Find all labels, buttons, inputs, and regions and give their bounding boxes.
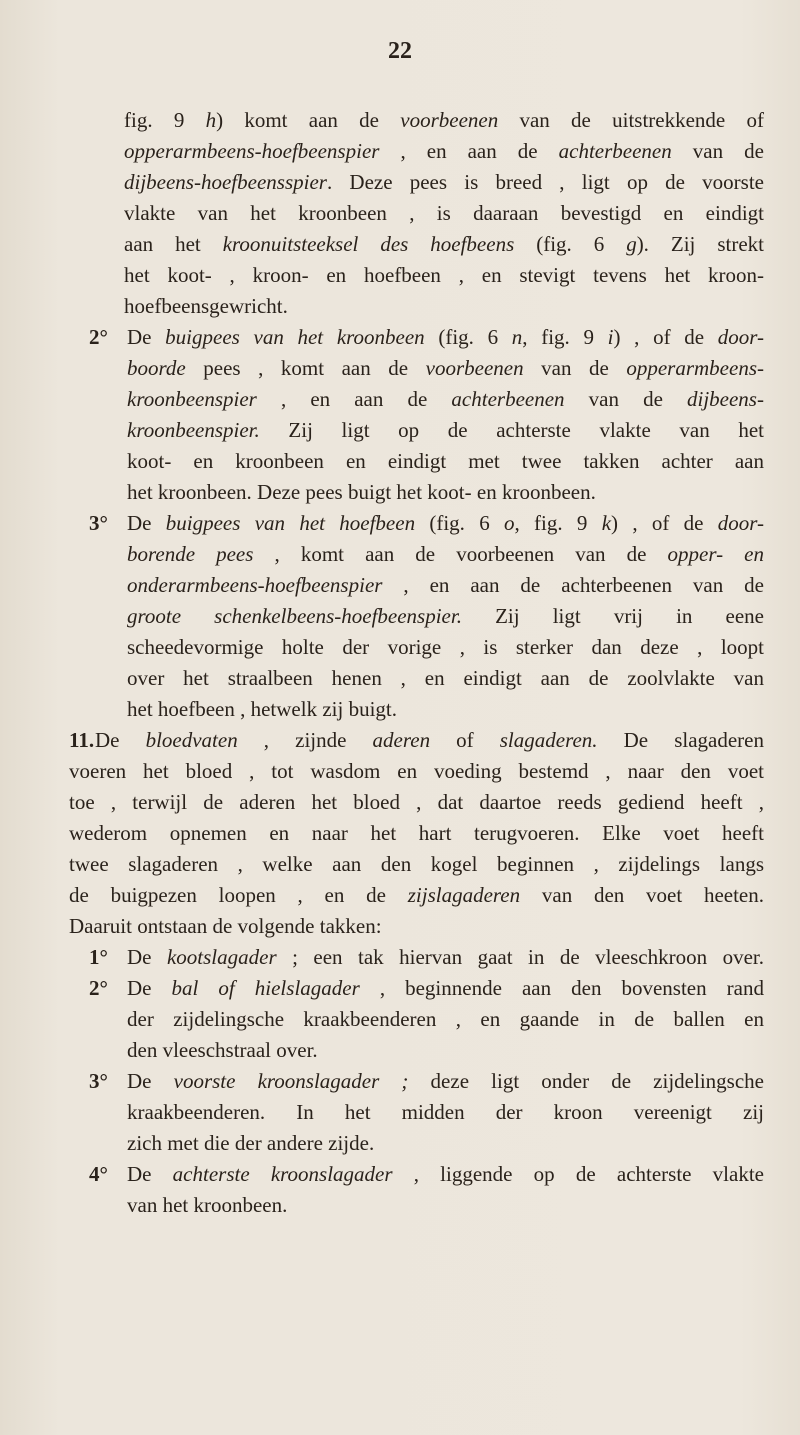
text-run: deze ligt onder de zijdelingsche [408,1069,764,1093]
text-run: van de [523,356,627,380]
line-text [127,1097,764,1128]
text-run: ). Zij strekt [636,232,764,256]
line-text [124,260,764,291]
italic-term: achterbeenen [558,139,672,163]
italic-term: n [511,325,523,349]
line-text [127,353,764,384]
text-run: , komt aan de voorbeenen van de [253,542,668,566]
line-text [127,477,764,508]
italic-term: aderen [372,728,431,752]
text-run: over het straalbeen henen , en eindigt aan de zoolvlakte van [127,666,764,690]
italic-term: zijslagaderen [407,883,521,907]
text-line [0,198,800,229]
item-number: 11. [69,728,95,752]
italic-term: g [626,232,637,256]
text-run: ) komt aan de [216,108,401,132]
text-run: (fig. 6 [424,325,512,349]
italic-term: achterbeenen [451,387,565,411]
line-text [69,787,764,818]
text-line [0,818,800,849]
text-run: fig. 9 [124,108,206,132]
text-line [0,570,800,601]
text-run: van het kroonbeen. [127,1193,288,1217]
line-text [127,1159,764,1190]
line-text [124,105,764,136]
text-line [0,787,800,818]
text-run: vlakte van het kroonbeen , is daaraan bevestigd en eindigt [124,201,764,225]
text-run: toe , terwijl de aderen het bloed , dat daartoe reeds gediend heeft , [69,790,764,814]
italic-term: kroonbeenspier [127,387,257,411]
italic-term: kootslagader [166,945,277,969]
text-line [0,1004,800,1035]
italic-term: dijbeens- [687,387,764,411]
text-run: De [127,945,167,969]
line-text [127,1128,764,1159]
line-text [127,1066,764,1097]
italic-term: achterste kroonslagader [172,1162,393,1186]
text-run: het kroonbeen. Deze pees buigt het koot- en kroonbeen. [127,480,596,504]
text-line [0,229,800,260]
text-run: twee slagaderen , welke aan den kogel beginnen , zijdelings langs [69,852,764,876]
line-text [127,1004,764,1035]
text-line [0,322,800,353]
line-text [69,911,764,942]
line-text [127,1035,764,1066]
line-text [69,818,764,849]
text-line [0,911,800,942]
text-run: ) , of de [611,511,718,535]
italic-term: groote schenkelbeens-hoefbeenspier. [127,604,462,628]
text-run: De [127,1069,174,1093]
line-text [127,942,764,973]
line-text [69,849,764,880]
line-text [95,725,764,756]
italic-term: bloedvaten [145,728,238,752]
text-run: voeren het bloed , tot wasdom en voeding bestemd , naar den voet [69,759,764,783]
text-run: van de [564,387,687,411]
text-run: Zij ligt vrij in eene [461,604,764,628]
text-run: van de [671,139,764,163]
line-text [127,632,764,663]
line-text [127,415,764,446]
line-text [124,136,764,167]
line-text [127,446,764,477]
item-number: 2° [89,976,108,1000]
text-run: aan het [124,232,223,256]
italic-term: borende pees [127,542,254,566]
text-line [0,291,800,322]
text-line [0,1128,800,1159]
italic-term: voorbeenen [425,356,524,380]
text-line [0,260,800,291]
text-line [0,1159,800,1190]
text-line [0,756,800,787]
item-number: 4° [89,1162,108,1186]
text-run: . Deze pees is breed , ligt op de voorste [326,170,764,194]
text-line [0,725,800,756]
text-run: , en aan de [379,139,559,163]
text-run: De slagaderen [597,728,764,752]
text-run: den vleeschstraal over. [127,1038,318,1062]
item-number: 3° [89,1069,108,1093]
line-text [127,508,764,539]
text-line [0,632,800,663]
text-run: De [95,728,146,752]
text-run: der zijdelingsche kraakbeenderen , en gaande in de ballen en [127,1007,764,1031]
line-text [127,973,764,1004]
italic-term: door- [717,511,765,535]
text-line [0,105,800,136]
text-run: (fig. 6 [415,511,505,535]
italic-term: onderarmbeens-hoefbeenspier [127,573,383,597]
text-run: , zijnde [237,728,373,752]
text-run: De [127,325,166,349]
text-run: zich met die der andere zijde. [127,1131,375,1155]
italic-term: k [601,511,612,535]
item-number: 1° [89,945,108,969]
text-line [0,384,800,415]
line-text [127,663,764,694]
text-run: , beginnende aan den bovensten rand [359,976,764,1000]
line-text [127,570,764,601]
text-line [0,1035,800,1066]
text-line [0,973,800,1004]
line-text [127,322,764,353]
text-run: , fig. 9 [514,511,602,535]
text-run: De [127,511,166,535]
text-run: ) , of de [613,325,718,349]
text-line [0,446,800,477]
line-text [69,756,764,787]
italic-term: voorbeenen [400,108,499,132]
text-line [0,1190,800,1221]
text-line [0,601,800,632]
italic-term: dijbeens-hoefbeensspier [124,170,327,194]
italic-term: opperarmbeens- [626,356,764,380]
text-run: , en aan de achterbeenen van de [382,573,764,597]
page-text [0,105,800,1221]
text-line [0,136,800,167]
italic-term: voorste kroonslagader ; [173,1069,409,1093]
line-text [127,539,764,570]
text-line [0,1066,800,1097]
text-run: De [127,976,172,1000]
line-text [124,167,764,198]
text-run: hoefbeensgewricht. [124,294,288,318]
italic-term: buigpees van het kroonbeen [165,325,425,349]
text-run: koot- en kroonbeen en eindigt met twee takken achter aan [127,449,764,473]
text-line [0,880,800,911]
text-run: (fig. 6 [514,232,627,256]
italic-term: kroonuitsteeksel des hoefbeens [222,232,515,256]
text-line [0,353,800,384]
text-line [0,508,800,539]
item-number: 3° [89,511,108,535]
text-run: , fig. 9 [522,325,608,349]
text-run: of [430,728,500,752]
text-run: wederom opnemen en naar het hart terugvoeren. Elke voet heeft [69,821,764,845]
text-run: , en aan de [256,387,452,411]
text-run: ; een tak hiervan gaat in de vleeschkroon over. [276,945,764,969]
text-run: De [127,1162,173,1186]
line-text [124,229,764,260]
text-line [0,539,800,570]
italic-term: kroonbeenspier. [127,418,260,442]
line-text [124,291,764,322]
italic-term: opperarmbeens-hoefbeenspier [124,139,380,163]
italic-term: opper- en [667,542,764,566]
line-text [124,198,764,229]
italic-term: h [205,108,217,132]
text-line [0,663,800,694]
text-run: Zij ligt op de achterste vlakte van het [259,418,764,442]
italic-term: bal of hielslagader [171,976,360,1000]
line-text [127,601,764,632]
text-run: scheedevormige holte der vorige , is sterker dan deze , loopt [127,635,764,659]
text-line [0,694,800,725]
line-text [69,880,764,911]
item-number: 2° [89,325,108,349]
italic-term: boorde [127,356,186,380]
italic-term: slagaderen. [499,728,598,752]
text-line [0,167,800,198]
text-run: , liggende op de achterste vlakte [392,1162,764,1186]
text-run: het hoefbeen , hetwelk zij buigt. [127,697,397,721]
text-line [0,415,800,446]
italic-term: i [607,325,614,349]
text-run: het koot- , kroon- en hoefbeen , en stevigt tevens het kroon- [124,263,764,287]
line-text [127,384,764,415]
text-run: de buigpezen loopen , en de [69,883,408,907]
text-run: van de uitstrekkende of [498,108,765,132]
text-line [0,1097,800,1128]
italic-term: door- [717,325,765,349]
text-line [0,477,800,508]
text-run: pees , komt aan de [185,356,426,380]
italic-term: buigpees van het hoefbeen [165,511,416,535]
text-line [0,942,800,973]
line-text [127,1190,764,1221]
text-run: Daaruit ontstaan de volgende takken: [69,914,382,938]
line-text [127,694,764,725]
text-run: kraakbeenderen. In het midden der kroon vereenigt zij [127,1100,764,1124]
page-number: 22 [388,38,412,64]
italic-term: o [504,511,515,535]
text-run: van den voet heeten. [520,883,765,907]
text-line [0,849,800,880]
